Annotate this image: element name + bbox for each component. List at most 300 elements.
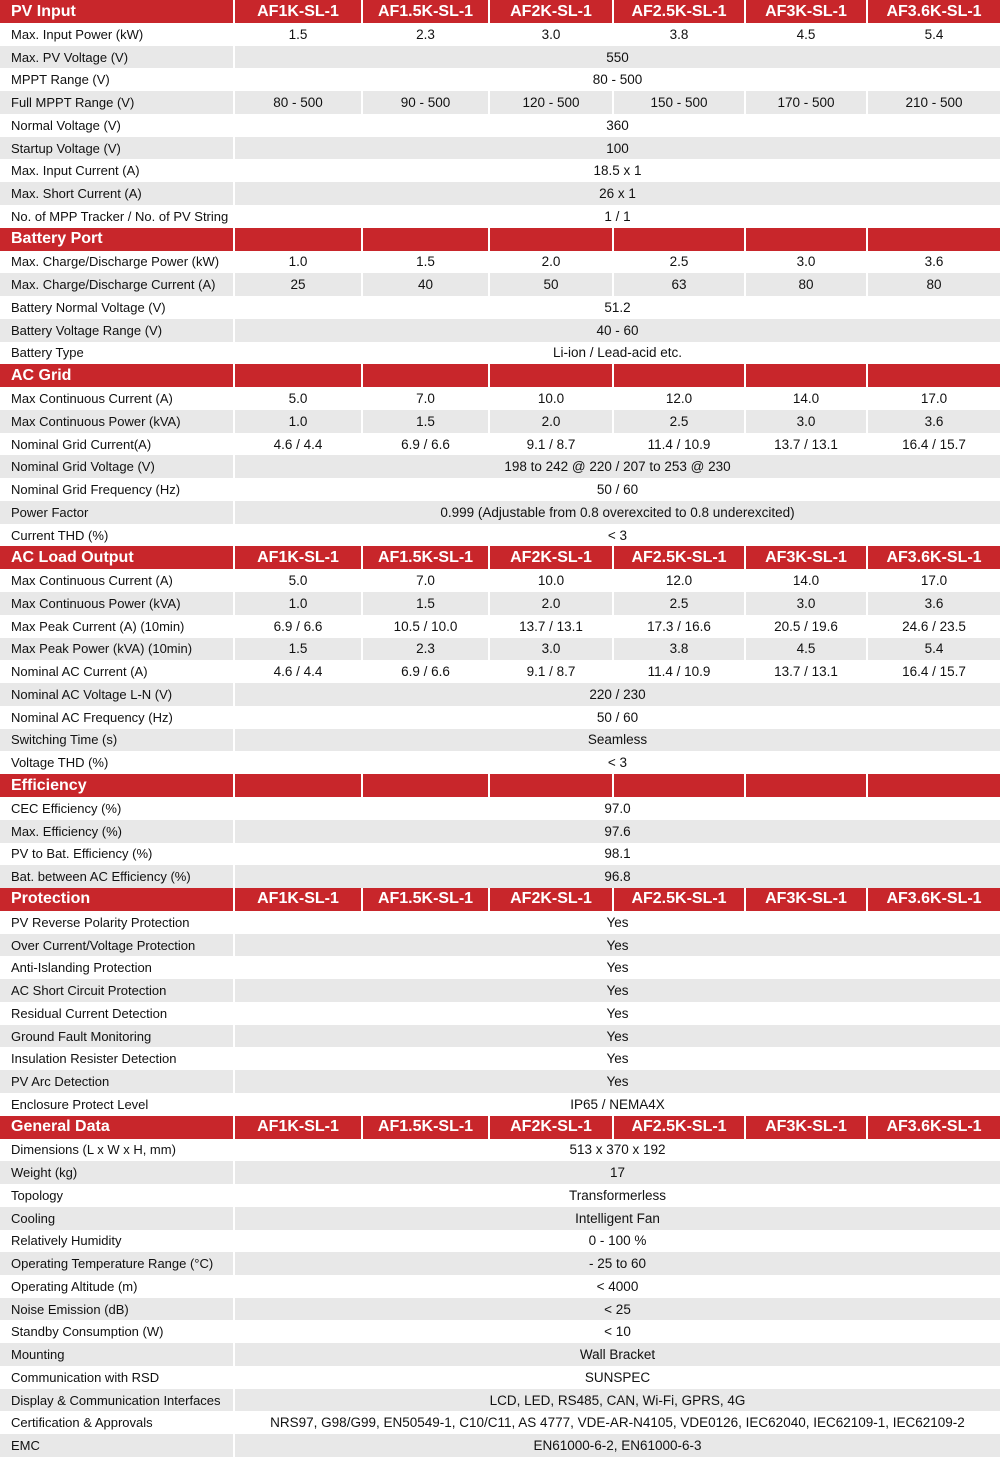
row-values	[233, 182, 1000, 205]
table-row	[0, 615, 1000, 638]
value-cell-merged: Yes	[233, 1002, 1000, 1025]
value-cell-merged: 513 x 370 x 192	[233, 1139, 1000, 1162]
value-cell: 3.0	[488, 23, 612, 46]
row-values	[233, 569, 1000, 592]
row-label: Max Continuous Power (kVA)	[11, 596, 181, 612]
value-cell: 6.9 / 6.6	[361, 660, 488, 683]
model-header-cell: AF2K-SL-1	[488, 546, 612, 569]
value-cell: 3.8	[612, 23, 744, 46]
row-label: Bat. between AC Efficiency (%)	[11, 869, 191, 885]
model-header-cell: AF3.6K-SL-1	[866, 0, 1000, 23]
table-row	[0, 934, 1000, 957]
value-cell: 4.5	[744, 638, 866, 661]
model-header-cell	[361, 774, 488, 797]
table-row	[0, 387, 1000, 410]
value-cell: 3.8	[612, 638, 744, 661]
row-values	[233, 1320, 1000, 1343]
row-values	[233, 159, 1000, 182]
value-cell: 1.5	[361, 251, 488, 274]
table-row	[0, 1139, 1000, 1162]
row-label: Max Continuous Current (A)	[11, 391, 173, 407]
value-cell-merged: Yes	[233, 1047, 1000, 1070]
value-cell-merged: Transformerless	[233, 1184, 1000, 1207]
table-row	[0, 1320, 1000, 1343]
value-cell: 12.0	[612, 387, 744, 410]
model-header-cell	[488, 774, 612, 797]
value-cell-merged: 100	[233, 137, 1000, 160]
value-cell: 12.0	[612, 569, 744, 592]
table-row	[0, 46, 1000, 69]
table-row	[0, 797, 1000, 820]
row-label: Standby Consumption (W)	[11, 1324, 164, 1340]
row-values	[233, 1093, 1000, 1116]
model-header-cell: AF1.5K-SL-1	[361, 546, 488, 569]
value-cell: 6.9 / 6.6	[361, 433, 488, 456]
row-values	[233, 524, 1000, 547]
value-cell: 2.5	[612, 251, 744, 274]
row-label: PV to Bat. Efficiency (%)	[11, 846, 153, 862]
row-values	[233, 1070, 1000, 1093]
row-values	[233, 1434, 1000, 1457]
value-cell: 80 - 500	[233, 91, 361, 114]
value-cell-merged: 80 - 500	[233, 68, 1000, 91]
row-values	[233, 706, 1000, 729]
value-cell: 24.6 / 23.5	[866, 615, 1000, 638]
model-header-cell: AF3K-SL-1	[744, 888, 866, 911]
table-row	[0, 1230, 1000, 1253]
model-header-cell: AF3.6K-SL-1	[866, 546, 1000, 569]
value-cell-merged: 18.5 x 1	[233, 159, 1000, 182]
model-header-cell: AF2.5K-SL-1	[612, 0, 744, 23]
row-label: PV Arc Detection	[11, 1073, 110, 1089]
row-label: Anti-Islanding Protection	[11, 960, 152, 976]
row-values	[233, 319, 1000, 342]
row-values	[233, 638, 1000, 661]
row-values	[233, 342, 1000, 365]
model-header-cell	[866, 364, 1000, 387]
value-cell-merged: 50 / 60	[233, 706, 1000, 729]
table-row	[0, 1047, 1000, 1070]
model-header-cell: AF2K-SL-1	[488, 888, 612, 911]
row-label: Battery Type	[11, 345, 84, 361]
model-header-cells	[233, 1116, 1000, 1139]
value-cell: 13.7 / 13.1	[744, 433, 866, 456]
row-values	[233, 501, 1000, 524]
row-label: Insulation Resister Detection	[11, 1051, 177, 1067]
row-label: Nominal AC Current (A)	[11, 664, 148, 680]
model-header-cell	[488, 228, 612, 251]
table-row	[0, 1002, 1000, 1025]
value-cell: 5.4	[866, 638, 1000, 661]
model-header-cell: AF3K-SL-1	[744, 0, 866, 23]
row-values	[233, 1207, 1000, 1230]
table-row	[0, 410, 1000, 433]
value-cell-merged: Yes	[233, 934, 1000, 957]
row-label: Startup Voltage (V)	[11, 140, 121, 156]
model-header-cell: AF2K-SL-1	[488, 0, 612, 23]
model-header-cell: AF1K-SL-1	[233, 0, 361, 23]
value-cell: 13.7 / 13.1	[744, 660, 866, 683]
model-header-cells	[233, 0, 1000, 23]
row-label: Max. Input Power (kW)	[11, 26, 144, 42]
value-cell-merged: < 3	[233, 751, 1000, 774]
table-row	[0, 478, 1000, 501]
row-label: Ground Fault Monitoring	[11, 1028, 152, 1044]
value-cell-merged: Intelligent Fan	[233, 1207, 1000, 1230]
section-header	[0, 228, 1000, 251]
value-cell-merged: Wall Bracket	[233, 1343, 1000, 1366]
row-values	[233, 1184, 1000, 1207]
value-cell: 2.3	[361, 638, 488, 661]
value-cell: 9.1 / 8.7	[488, 660, 612, 683]
value-cell: 1.0	[233, 410, 361, 433]
row-values	[233, 683, 1000, 706]
table-row	[0, 706, 1000, 729]
value-cell: 17.0	[866, 569, 1000, 592]
row-values	[233, 433, 1000, 456]
value-cell-merged: < 10	[233, 1320, 1000, 1343]
row-label: Nominal Grid Frequency (Hz)	[11, 482, 181, 498]
row-label: Cooling	[11, 1210, 56, 1226]
value-cell: 25	[233, 273, 361, 296]
row-values	[233, 592, 1000, 615]
value-cell: 90 - 500	[361, 91, 488, 114]
value-cell-merged: 50 / 60	[233, 478, 1000, 501]
table-row	[0, 592, 1000, 615]
row-values	[233, 1139, 1000, 1162]
row-label: Power Factor	[11, 504, 89, 520]
section-header	[0, 888, 1000, 911]
row-label: Switching Time (s)	[11, 732, 118, 748]
row-values	[233, 911, 1000, 934]
value-cell-merged: 97.6	[233, 820, 1000, 843]
row-label: Max Continuous Power (kVA)	[11, 413, 181, 429]
table-row	[0, 1070, 1000, 1093]
row-values	[233, 478, 1000, 501]
value-cell: 40	[361, 273, 488, 296]
row-label: Operating Temperature Range (°C)	[11, 1256, 214, 1272]
section-title: AC Load Output	[11, 548, 134, 566]
table-row	[0, 865, 1000, 888]
model-header-cell	[866, 228, 1000, 251]
row-values	[233, 934, 1000, 957]
model-header-cells	[233, 774, 1000, 797]
row-label: PV Reverse Polarity Protection	[11, 914, 190, 930]
model-header-cell	[361, 228, 488, 251]
value-cell-merged: < 4000	[233, 1275, 1000, 1298]
value-cell-merged: IP65 / NEMA4X	[233, 1093, 1000, 1116]
row-label: Dimensions (L x W x H, mm)	[11, 1142, 176, 1158]
table-row	[0, 820, 1000, 843]
value-cell: 63	[612, 273, 744, 296]
table-row	[0, 1343, 1000, 1366]
value-cell: 13.7 / 13.1	[488, 615, 612, 638]
table-row	[0, 1366, 1000, 1389]
value-cell-merged: - 25 to 60	[233, 1252, 1000, 1275]
row-label: Full MPPT Range (V)	[11, 95, 135, 111]
section-title: AC Grid	[11, 366, 72, 384]
section-title: Efficiency	[11, 776, 87, 794]
row-values	[233, 729, 1000, 752]
table-row	[0, 68, 1000, 91]
row-label: CEC Efficiency (%)	[11, 800, 122, 816]
value-cell: 80	[744, 273, 866, 296]
value-cell-merged: 40 - 60	[233, 319, 1000, 342]
table-row	[0, 524, 1000, 547]
row-values	[233, 114, 1000, 137]
model-header-cell: AF2.5K-SL-1	[612, 1116, 744, 1139]
table-row	[0, 251, 1000, 274]
row-values	[233, 1366, 1000, 1389]
row-values	[233, 1230, 1000, 1253]
table-row	[0, 1252, 1000, 1275]
value-cell: 11.4 / 10.9	[612, 433, 744, 456]
row-values	[233, 1411, 1000, 1434]
table-row	[0, 205, 1000, 228]
row-label: Certification & Approvals	[11, 1415, 153, 1431]
model-header-cell: AF1K-SL-1	[233, 1116, 361, 1139]
row-values	[233, 455, 1000, 478]
value-cell: 10.0	[488, 387, 612, 410]
model-header-cell: AF3.6K-SL-1	[866, 888, 1000, 911]
value-cell: 11.4 / 10.9	[612, 660, 744, 683]
row-label: Display & Communication Interfaces	[11, 1392, 221, 1408]
row-label: Normal Voltage (V)	[11, 117, 121, 133]
value-cell-merged: Yes	[233, 911, 1000, 934]
model-header-cell	[233, 774, 361, 797]
table-row	[0, 751, 1000, 774]
model-header-cell: AF3.6K-SL-1	[866, 1116, 1000, 1139]
model-header-cell	[744, 364, 866, 387]
value-cell: 2.5	[612, 592, 744, 615]
value-cell-merged: 1 / 1	[233, 205, 1000, 228]
value-cell: 80	[866, 273, 1000, 296]
row-label: Over Current/Voltage Protection	[11, 937, 196, 953]
section-header	[0, 546, 1000, 569]
model-header-cell: AF1K-SL-1	[233, 888, 361, 911]
value-cell: 170 - 500	[744, 91, 866, 114]
row-label: No. of MPP Tracker / No. of PV String	[11, 208, 229, 224]
value-cell: 16.4 / 15.7	[866, 660, 1000, 683]
table-row	[0, 455, 1000, 478]
model-header-cell	[866, 774, 1000, 797]
section-header	[0, 774, 1000, 797]
value-cell-merged: 0.999 (Adjustable from 0.8 overexcited to 0.8 underexcited)	[233, 501, 1000, 524]
value-cell: 5.0	[233, 569, 361, 592]
value-cell: 3.6	[866, 592, 1000, 615]
row-values	[233, 1343, 1000, 1366]
value-cell: 2.0	[488, 251, 612, 274]
table-row	[0, 319, 1000, 342]
model-header-cells	[233, 228, 1000, 251]
value-cell-merged: 98.1	[233, 843, 1000, 866]
table-row	[0, 342, 1000, 365]
table-row	[0, 1025, 1000, 1048]
value-cell-merged: SUNSPEC	[233, 1366, 1000, 1389]
value-cell: 3.0	[744, 410, 866, 433]
table-row	[0, 159, 1000, 182]
row-values	[233, 1161, 1000, 1184]
row-label: Nominal AC Frequency (Hz)	[11, 709, 173, 725]
model-header-cells	[233, 888, 1000, 911]
table-row	[0, 114, 1000, 137]
value-cell: 10.0	[488, 569, 612, 592]
table-row	[0, 729, 1000, 752]
row-values	[233, 1002, 1000, 1025]
model-header-cells	[233, 546, 1000, 569]
section-header	[0, 364, 1000, 387]
model-header-cell: AF1.5K-SL-1	[361, 1116, 488, 1139]
row-values	[233, 410, 1000, 433]
row-label: Nominal Grid Current(A)	[11, 436, 152, 452]
row-values	[233, 46, 1000, 69]
row-label: Weight (kg)	[11, 1165, 78, 1181]
value-cell-merged: 26 x 1	[233, 182, 1000, 205]
value-cell: 16.4 / 15.7	[866, 433, 1000, 456]
value-cell-merged: 550	[233, 46, 1000, 69]
row-label: Max Continuous Current (A)	[11, 573, 173, 589]
row-values	[233, 956, 1000, 979]
model-header-cell: AF3K-SL-1	[744, 546, 866, 569]
row-label: Communication with RSD	[11, 1369, 160, 1385]
value-cell: 17.0	[866, 387, 1000, 410]
row-values	[233, 1275, 1000, 1298]
row-label: Max. Charge/Discharge Current (A)	[11, 277, 216, 293]
value-cell: 2.3	[361, 23, 488, 46]
value-cell: 17.3 / 16.6	[612, 615, 744, 638]
value-cell: 120 - 500	[488, 91, 612, 114]
table-row	[0, 273, 1000, 296]
value-cell: 20.5 / 19.6	[744, 615, 866, 638]
value-cell-merged: 0 - 100 %	[233, 1230, 1000, 1253]
table-row	[0, 501, 1000, 524]
section-title: Protection	[11, 890, 91, 908]
table-row	[0, 638, 1000, 661]
value-cell: 5.4	[866, 23, 1000, 46]
table-row	[0, 683, 1000, 706]
row-values	[233, 615, 1000, 638]
row-label: Relatively Humidity	[11, 1233, 122, 1249]
row-values	[233, 865, 1000, 888]
row-label: Voltage THD (%)	[11, 755, 109, 771]
table-row	[0, 91, 1000, 114]
row-values	[233, 91, 1000, 114]
value-cell: 2.5	[612, 410, 744, 433]
row-values	[233, 205, 1000, 228]
table-row	[0, 569, 1000, 592]
table-row	[0, 843, 1000, 866]
row-values	[233, 1389, 1000, 1412]
model-header-cells	[233, 364, 1000, 387]
row-values	[233, 387, 1000, 410]
table-row	[0, 296, 1000, 319]
row-label: Battery Normal Voltage (V)	[11, 299, 166, 315]
model-header-cell: AF3K-SL-1	[744, 1116, 866, 1139]
table-row	[0, 433, 1000, 456]
row-label: Topology	[11, 1187, 64, 1203]
row-label: AC Short Circuit Protection	[11, 983, 167, 999]
value-cell-merged: Seamless	[233, 729, 1000, 752]
row-label: Max. Charge/Discharge Power (kW)	[11, 254, 220, 270]
model-header-cell	[612, 228, 744, 251]
row-label: Nominal Grid Voltage (V)	[11, 459, 155, 475]
row-label: Enclosure Protect Level	[11, 1096, 149, 1112]
table-row	[0, 1161, 1000, 1184]
row-values	[233, 820, 1000, 843]
value-cell-merged: Yes	[233, 956, 1000, 979]
row-label: Max. PV Voltage (V)	[11, 49, 129, 65]
value-cell: 4.6 / 4.4	[233, 433, 361, 456]
row-values	[233, 843, 1000, 866]
value-cell: 50	[488, 273, 612, 296]
row-label: EMC	[11, 1437, 40, 1453]
table-row	[0, 1434, 1000, 1457]
model-header-cell: AF1K-SL-1	[233, 546, 361, 569]
value-cell-merged: 220 / 230	[233, 683, 1000, 706]
value-cell-merged: NRS97, G98/G99, EN50549-1, C10/C11, AS 4777, VDE-AR-N4105, VDE0126, IEC62040, IEC62109-1, IEC62109-2	[233, 1411, 1000, 1434]
table-row	[0, 1275, 1000, 1298]
row-values	[233, 273, 1000, 296]
row-label: Nominal AC Voltage L-N (V)	[11, 686, 173, 702]
value-cell: 3.6	[866, 251, 1000, 274]
row-label: Max Peak Current (A) (10min)	[11, 618, 185, 634]
row-values	[233, 797, 1000, 820]
table-row	[0, 1093, 1000, 1116]
section-title: PV Input	[11, 2, 76, 20]
value-cell: 5.0	[233, 387, 361, 410]
row-label: Noise Emission (dB)	[11, 1301, 129, 1317]
value-cell-merged: < 3	[233, 524, 1000, 547]
value-cell: 14.0	[744, 387, 866, 410]
model-header-cell: AF1.5K-SL-1	[361, 888, 488, 911]
value-cell: 150 - 500	[612, 91, 744, 114]
value-cell-merged: Yes	[233, 1070, 1000, 1093]
table-row	[0, 182, 1000, 205]
value-cell-merged: 17	[233, 1161, 1000, 1184]
model-header-cell	[612, 774, 744, 797]
model-header-cell	[612, 364, 744, 387]
value-cell: 10.5 / 10.0	[361, 615, 488, 638]
table-row	[0, 137, 1000, 160]
value-cell: 7.0	[361, 387, 488, 410]
row-label: Current THD (%)	[11, 527, 109, 543]
value-cell-merged: 51.2	[233, 296, 1000, 319]
model-header-cell: AF2.5K-SL-1	[612, 888, 744, 911]
value-cell: 1.5	[361, 410, 488, 433]
table-row	[0, 911, 1000, 934]
value-cell: 3.0	[744, 251, 866, 274]
row-values	[233, 296, 1000, 319]
value-cell-merged: 360	[233, 114, 1000, 137]
value-cell-merged: EN61000-6-2, EN61000-6-3	[233, 1434, 1000, 1457]
value-cell: 4.6 / 4.4	[233, 660, 361, 683]
model-header-cell: AF2.5K-SL-1	[612, 546, 744, 569]
row-label: Residual Current Detection	[11, 1005, 168, 1021]
row-values	[233, 979, 1000, 1002]
model-header-cell: AF2K-SL-1	[488, 1116, 612, 1139]
section-title: Battery Port	[11, 230, 103, 248]
model-header-cell	[233, 364, 361, 387]
table-row	[0, 956, 1000, 979]
model-header-cell: AF1.5K-SL-1	[361, 0, 488, 23]
value-cell: 2.0	[488, 592, 612, 615]
row-values	[233, 751, 1000, 774]
table-row	[0, 660, 1000, 683]
value-cell: 6.9 / 6.6	[233, 615, 361, 638]
model-header-cell	[744, 774, 866, 797]
row-label: Max Peak Power (kVA) (10min)	[11, 641, 193, 657]
value-cell-merged: LCD, LED, RS485, CAN, Wi-Fi, GPRS, 4G	[233, 1389, 1000, 1412]
